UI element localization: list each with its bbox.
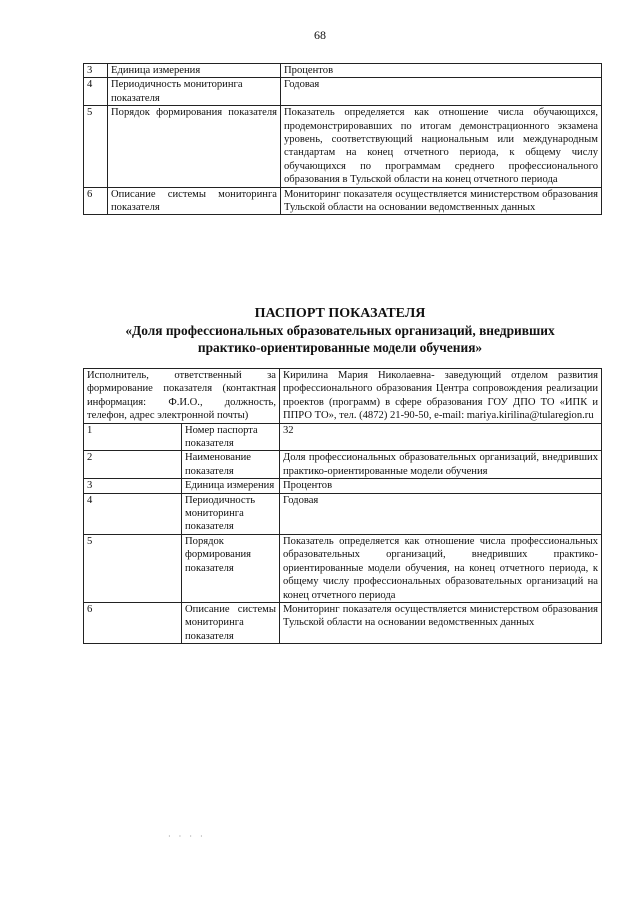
- row-value: Показатель определяется как отношение числа профессиональных образовательных организаций, внедривших практико-ориентированные модели обучения, на конец отчетного периода, к общему числу профессиональных образовательных организаций на конец отчетного периода: [280, 534, 602, 602]
- row-number: 1: [84, 423, 182, 451]
- table-row: [84, 106, 602, 187]
- row-value: Годовая: [280, 493, 602, 534]
- indicator-passport-table: [83, 368, 602, 644]
- scan-marks: · · · ·: [168, 832, 206, 841]
- row-number: 6: [84, 602, 182, 643]
- table-row: [84, 479, 602, 493]
- row-value: 32: [280, 423, 602, 451]
- table-row: [84, 451, 602, 479]
- table-row: [84, 187, 602, 215]
- page-number: 68: [314, 28, 326, 42]
- row-label: Единица измерения: [108, 64, 281, 78]
- passport-subtitle-line-1: «Доля профессиональных образовательных организаций, внедривших: [125, 323, 555, 338]
- row-label: Порядок формирования показателя: [182, 534, 280, 602]
- row-number: 4: [84, 78, 108, 106]
- table-row: [84, 78, 602, 106]
- row-label: Наименование показателя: [182, 451, 280, 479]
- row-value: Мониторинг показателя осуществляется министерством образования Тульской области на основании ведомственных данных: [281, 187, 602, 215]
- table-row: [84, 369, 602, 424]
- executor-value: Кирилина Мария Николаевна- заведующий отделом развития профессионального образования Центра сопровождения реализации проектов (программ) в сфере образования ГОУ ДПО ТО «ИПК и ППРО ТО», тел. (4872) 21-90-50, e-mail: mariya.kirilina@tularegion.ru: [280, 369, 602, 424]
- table-row: [84, 602, 602, 643]
- row-label: Номер паспорта показателя: [182, 423, 280, 451]
- row-label: Порядок формирования показателя: [108, 106, 281, 187]
- row-label: Периодичность мониторинга показателя: [108, 78, 281, 106]
- row-label: Единица измерения: [182, 479, 280, 493]
- row-number: 5: [84, 534, 182, 602]
- row-number: 5: [84, 106, 108, 187]
- table-row: [84, 493, 602, 534]
- row-label: Описание системы мониторинга показателя: [182, 602, 280, 643]
- table-row: [84, 534, 602, 602]
- passport-title: ПАСПОРТ ПОКАЗАТЕЛЯ: [254, 306, 426, 321]
- row-value: Процентов: [281, 64, 602, 78]
- indicator-table-continued: [83, 63, 602, 215]
- row-label: Периодичность мониторинга показателя: [182, 493, 280, 534]
- row-value: Процентов: [280, 479, 602, 493]
- row-label: Описание системы мониторинга показателя: [108, 187, 281, 215]
- row-value: Мониторинг показателя осуществляется министерством образования Тульской области на основании ведомственных данных: [280, 602, 602, 643]
- row-number: 6: [84, 187, 108, 215]
- passport-heading: [60, 306, 620, 356]
- executor-label: Исполнитель, ответственный за формирование показателя (контактная информация: Ф.И.О., должность, телефон, адрес электронной почты): [84, 369, 280, 424]
- row-value: Доля профессиональных образовательных организаций, внедривших практико-ориентированные модели обучения: [280, 451, 602, 479]
- row-value: Годовая: [281, 78, 602, 106]
- table-row: [84, 423, 602, 451]
- passport-subtitle-line-2: практико-ориентированные модели обучения»: [197, 340, 483, 355]
- row-value: Показатель определяется как отношение числа обучающихся, продемонстрировавших по итогам демонстрационного экзамена уровень, соответствующий национальным или международным стандартам на конец отчетного периода, к общему числу обучающихся по программам среднего профессионального образования в Тульской области на конец отчетного периода: [281, 106, 602, 187]
- row-number: 3: [84, 64, 108, 78]
- row-number: 4: [84, 493, 182, 534]
- table-row: [84, 64, 602, 78]
- row-number: 2: [84, 451, 182, 479]
- row-number: 3: [84, 479, 182, 493]
